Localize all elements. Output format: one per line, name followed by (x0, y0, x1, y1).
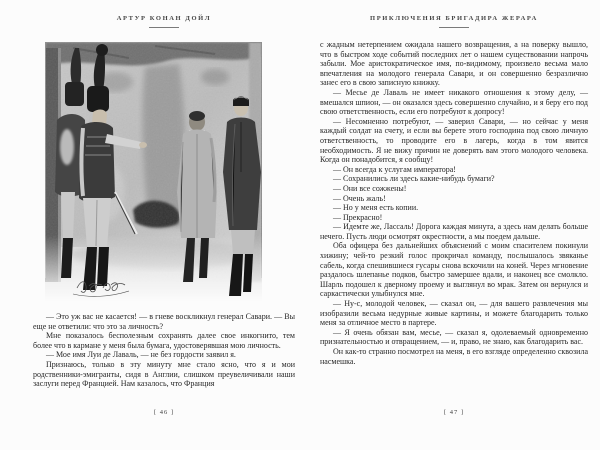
running-head-rule-left (149, 27, 179, 28)
paragraph: — Очень жаль! (333, 193, 386, 203)
page-right (320, 0, 588, 450)
paragraph: Мне показалось бесполезным сохранять далее свое инкогнито, тем более что в кармане у меня была бумага, удостоверявшая мою личность. (33, 331, 295, 350)
paragraph: — Несомненно потребуют, — заверил Савари, — но сейчас у меня каждый солдат на счету, и если вы берете этого господина под свою личную ответственность, то проводите его в лагерь, когда в том явится необходимость. Я не вижу причин не доверять вам этого молодого человека. Когда он понадобится, я сообщу! (320, 116, 588, 165)
paragraph: Признаюсь, только в эту минуту мне стало ясно, что я и мои родственники-эмигранты, сидя в Англии, слишком преувеличивали наши заслуги перед Францией. Нам казалось, что Франция (33, 359, 295, 389)
paragraph: — Прекрасно! (333, 212, 383, 222)
page-number-left: [ 46 ] (153, 409, 175, 416)
running-head-left: АРТУР КОНАН ДОЙЛ (116, 15, 212, 22)
right-page-text (320, 40, 588, 366)
running-head-right: ПРИКЛЮЧЕНИЯ БРИГАДИРА ЖЕРАРА (370, 15, 538, 22)
page-number-right: [ 47 ] (443, 409, 465, 416)
book-illustration (45, 42, 262, 310)
paragraph: — Месье де Лаваль не имеет никакого отношения к этому делу, — вмешался шпион, — он оказался здесь совершенно случайно, и я беру его под свою ответственность, если его потребуют к допросу! (320, 87, 588, 117)
paragraph: — Идемте же, Лассаль! Дорога каждая минута, а здесь нам делать больше нечего. Пусть люди осмотрят окрестности, а мы поедем дальше. (320, 222, 588, 241)
page-left (33, 0, 295, 450)
paragraph: — Он всегда к услугам императора! (333, 164, 456, 174)
paragraph: — Но у меня есть копии. (333, 203, 419, 213)
paragraph: — Это уж вас не касается! — в гневе воскликнул генерал Савари. — Вы еще не ответили: что это за личность? (33, 312, 295, 331)
paragraph: Он как-то странно посмотрел на меня, в его взгляде определенно сквозила насмешка. (320, 347, 588, 366)
left-page-text (33, 312, 295, 389)
paragraph: — Сохранились ли здесь какие-нибудь бумаги? (333, 174, 495, 184)
paragraph: Оба офицера без дальнейших объяснений с моим спасителем покинули хижину; чей-то резкий голос прокричал команду, послышалось звяканье сабель, когда спешившиеся гусары снова вскочили на коней. Через мгновение раздалось шлепанье подков, быстро замершее вдали, и наконец все смолкло. Шарль подошел к дверному проему и выглянул во мрак. Затем он вернулся и саркастически улыбнулся мне. (320, 241, 588, 299)
running-head-rule-right (439, 27, 469, 28)
paragraph: с жадным нетерпением ожидала нашего возвращения, а на поверку вышло, что в быстром ходе событий последних лет о нашем существовании напрочь забыли. Мое аристократическое имя, по-видимому, произвело весьма мало впечатления на молодого генерала Савари, и он совершенно безразлично занес его в свою записную книжку. (320, 40, 588, 88)
paragraph: — Мое имя Луи де Лаваль, — не без гордости заявил я. (46, 350, 236, 360)
paragraph: — Они все сожжены! (333, 183, 407, 193)
paragraph: — Я очень обязан вам, месье, — сказал я, одолеваемый одновременно признательностью и отвращением, — и, право, не знаю, как благодарить вас. (320, 327, 588, 347)
paragraph: — Ну-с, молодой человек, — сказал он, — для вашего развлечения мы изобразили весьма недурные живые картины, и можете благодарить только меня за отличное место в партере. (320, 299, 588, 328)
